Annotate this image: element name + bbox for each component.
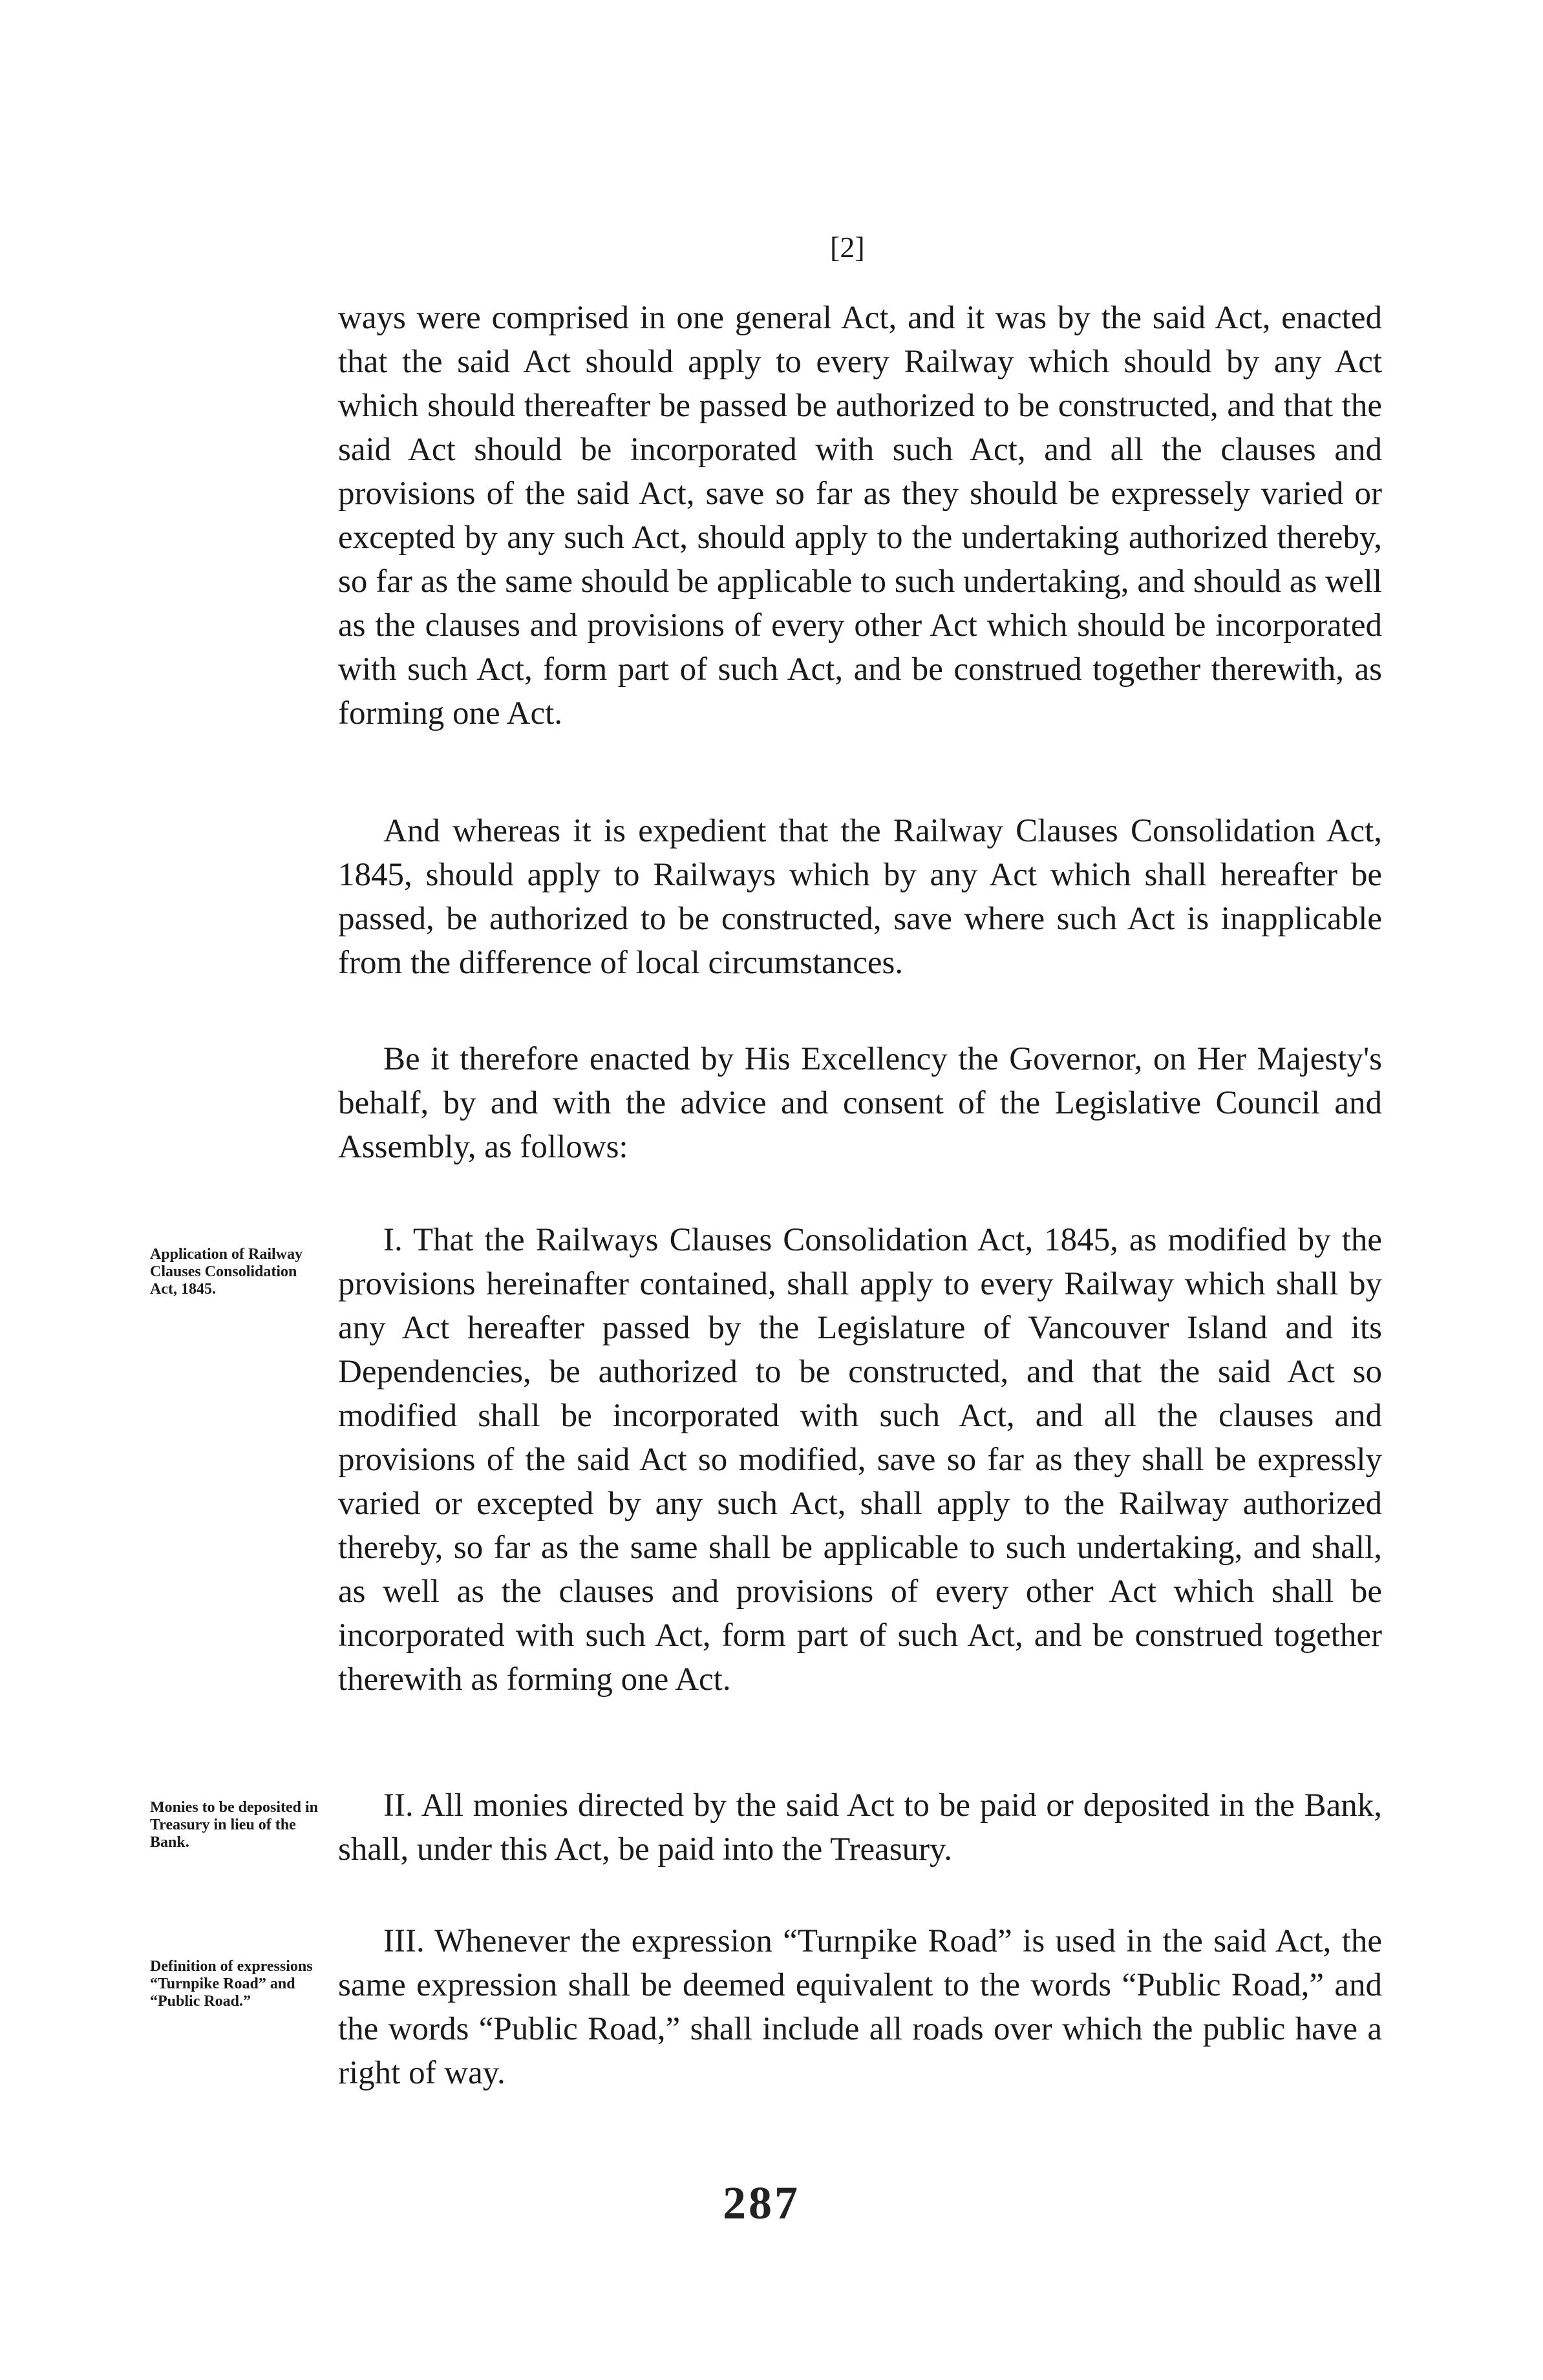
section-three: III. Whenever the expression “Turnpike Road” is used in the said Act, the same expression shall be deemed equivalent to the words “Public Road,” and the words “Public Road,” shall include all roads over which the public have a right of way. — [338, 1923, 1382, 2091]
section-two: II. All monies directed by the said Act to be paid or deposited in the Bank, shall, under this Act, be paid into the Treasury. — [338, 1787, 1382, 1868]
margin-note-application: Application of Railway Clauses Consolidation Act, 1845. — [150, 1246, 303, 1298]
paragraph-whereas: And whereas it is expedient that the Railway Clauses Consolidation Act, 1845, should apply to Railways which by any Act which shall hereafter be passed, be authorized to be constructed, save where such Act is inapplicable from the difference of local circumstances. — [338, 813, 1382, 981]
folio-number: 287 — [723, 2177, 800, 2229]
paragraph-enactment: Be it therefore enacted by His Excellency the Governor, on Her Majesty's behalf, by and with the advice and consent of the Legislative Council and Assembly, as follows: — [338, 1041, 1382, 1165]
section-one: I. That the Railways Clauses Consolidation Act, 1845, as modified by the provisions hereinafter contained, shall apply to every Railway which shall by any Act hereafter passed by the Legislature of Vancouver Island and its Dependencies, be authorized to be constructed, and that the said Act so modified shall be incorporated with such Act, and all the clauses and provisions of the said Act so modified, save so far as they shall be expressly varied or excepted by any such Act, shall apply to the Railway authorized thereby, so far as the same shall be applicable to such undertaking, and shall, as well as the clauses and provisions of every other Act which shall be incorporated with such Act, form part of such Act, and be construed together therewith as forming one Act. — [338, 1222, 1382, 1698]
page-number: [2] — [830, 231, 865, 264]
margin-note-definition: Definition of expressions “Turnpike Road” and “Public Road.” — [150, 1958, 313, 2010]
paragraph-preamble: ways were comprised in one general Act, and it was by the said Act, enacted that the said Act should apply to every Railway which should by any Act which should thereafter be passed be authorized to be constructed, and that the said Act should be incorporated with such Act, and all the clauses and provisions of the said Act, save so far as they should be expressely varied or excepted by any such Act, should apply to the undertaking authorized thereby, so far as the same should be applicable to such undertaking, and should as well as the clauses and provisions of every other Act which should be incorporated with such Act, form part of such Act, and be construed together therewith, as forming one Act. — [338, 300, 1382, 732]
margin-note-monies: Monies to be deposited in Treasury in lieu of the Bank. — [150, 1799, 319, 1851]
